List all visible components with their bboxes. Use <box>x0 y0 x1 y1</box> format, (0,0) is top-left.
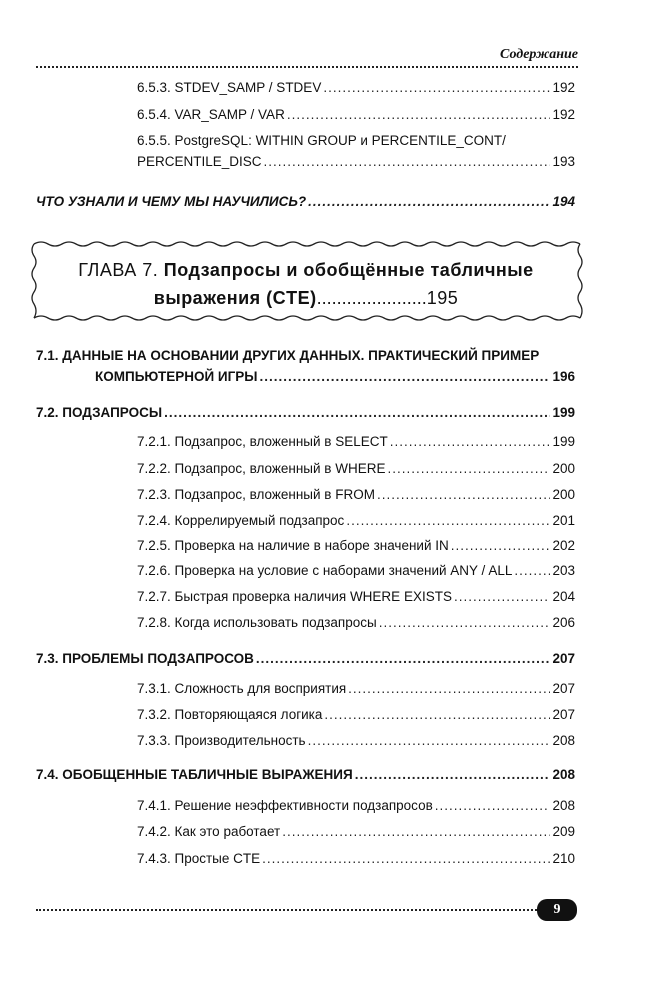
dot-leader <box>282 824 550 840</box>
toc-entry-label: 6.5.3. STDEV_SAMP / STDEV <box>137 80 322 95</box>
toc-section-7-3[interactable] <box>36 651 575 667</box>
dot-leader <box>262 851 550 867</box>
page-number-badge: 9 <box>537 899 577 921</box>
toc-entry-page: 203 <box>552 563 575 578</box>
dot-leader <box>355 767 551 783</box>
dot-leader <box>377 487 551 503</box>
toc-entry-label: ЧТО УЗНАЛИ И ЧЕМУ МЫ НАУЧИЛИСЬ? <box>36 194 307 209</box>
toc-entry-6-5-3[interactable] <box>137 80 575 96</box>
chapter-title-line2 <box>28 288 584 309</box>
toc-entry-7-2-7[interactable] <box>137 589 575 605</box>
toc-entry-label: 7.3. ПРОБЛЕМЫ ПОДЗАПРОСОВ <box>36 651 254 666</box>
dot-leader <box>454 589 551 605</box>
dot-leader <box>387 461 550 477</box>
toc-entry-page: 206 <box>552 615 575 630</box>
toc-entry-7-3-1[interactable] <box>137 681 575 697</box>
toc-entry-label: 7.2.4. Коррелируемый подзапрос <box>137 513 345 528</box>
toc-entry-page: 204 <box>552 589 575 604</box>
header-divider <box>36 66 578 68</box>
dot-leader <box>308 733 551 749</box>
toc-entry-label: 7.2.2. Подзапрос, вложенный в WHERE <box>137 461 386 476</box>
toc-entry-page: 194 <box>552 194 575 209</box>
dot-leader <box>260 369 551 385</box>
dot-leader <box>379 615 551 631</box>
toc-entry-label: 7.2.1. Подзапрос, вложенный в SELECT <box>137 434 388 449</box>
toc-entry-label: 7.3.1. Сложность для восприятия <box>137 681 347 696</box>
toc-entry-page: 199 <box>552 434 575 449</box>
toc-entry-6-5-5-line1[interactable]: 6.5.5. PostgreSQL: WITHIN GROUP и PERCENTILE_CONT/ <box>137 133 506 148</box>
dot-leader <box>348 681 550 697</box>
toc-entry-7-3-3[interactable] <box>137 733 575 749</box>
toc-entry-label: PERCENTILE_DISC <box>137 154 262 169</box>
toc-entry-label: 7.4.1. Решение неэффективности подзапросов <box>137 798 433 813</box>
toc-entry-label: 7.2.8. Когда использовать подзапросы <box>137 615 377 630</box>
toc-entry-label: 7.4. ОБОБЩЕННЫЕ ТАБЛИЧНЫЕ ВЫРАЖЕНИЯ <box>36 767 353 782</box>
dot-leader <box>435 798 551 814</box>
dot-leader <box>451 538 551 554</box>
toc-entry-7-2-3[interactable] <box>137 487 575 503</box>
chapter-title-cont: выражения (CTE) <box>153 288 317 308</box>
toc-entry-page: 209 <box>552 824 575 839</box>
chapter-heading-box[interactable] <box>28 240 584 322</box>
toc-entry-label: 7.2.3. Подзапрос, вложенный в FROM <box>137 487 375 502</box>
toc-entry-page: 199 <box>552 405 575 420</box>
toc-entry-label: 7.2.6. Проверка на условие с наборами значений ANY / ALL <box>137 563 513 578</box>
dot-leader <box>264 154 551 170</box>
chapter-title: Подзапросы и обобщённые табличные <box>163 260 534 280</box>
dot-leader <box>346 513 550 529</box>
toc-entry-7-2-8[interactable] <box>137 615 575 631</box>
toc-entry-7-4-1[interactable] <box>137 798 575 814</box>
dot-leader <box>390 434 551 450</box>
chapter-page: 195 <box>426 288 459 308</box>
toc-entry-page: 207 <box>552 651 575 666</box>
toc-entry-label: 7.2.7. Быстрая проверка наличия WHERE EXISTS <box>137 589 452 604</box>
toc-entry-7-4-2[interactable] <box>137 824 575 840</box>
toc-entry-6-5-5[interactable] <box>137 154 575 170</box>
toc-entry-summary[interactable] <box>36 194 575 210</box>
running-header: Содержание <box>500 47 578 62</box>
toc-entry-7-2-4[interactable] <box>137 513 575 529</box>
toc-entry-page: 208 <box>552 798 575 813</box>
dot-leader <box>164 405 550 421</box>
toc-entry-label: 7.3.2. Повторяющаяся логика <box>137 707 323 722</box>
dot-leader: ...................... <box>316 288 427 308</box>
dot-leader <box>256 651 551 667</box>
toc-entry-page: 208 <box>552 767 575 782</box>
toc-entry-6-5-4[interactable] <box>137 107 575 123</box>
toc-entry-7-2-5[interactable] <box>137 538 575 554</box>
toc-entry-7-3-2[interactable] <box>137 707 575 723</box>
toc-entry-page: 202 <box>552 538 575 553</box>
toc-entry-page: 207 <box>552 681 575 696</box>
chapter-title-line1 <box>28 260 584 281</box>
toc-entry-label: 7.2. ПОДЗАПРОСЫ <box>36 405 163 420</box>
dot-leader <box>323 80 550 96</box>
toc-section-7-1-line1[interactable]: 7.1. ДАННЫЕ НА ОСНОВАНИИ ДРУГИХ ДАННЫХ. ПРАКТИЧЕСКИЙ ПРИМЕР <box>36 348 540 363</box>
toc-entry-label: КОМПЬЮТЕРНОЙ ИГРЫ <box>95 369 258 384</box>
toc-entry-7-2-2[interactable] <box>137 461 575 477</box>
dot-leader <box>514 563 550 579</box>
toc-entry-page: 201 <box>552 513 575 528</box>
dot-leader <box>308 194 550 210</box>
footer-divider <box>36 909 537 911</box>
dot-leader <box>324 707 550 723</box>
toc-entry-7-2-6[interactable] <box>137 563 575 579</box>
toc-entry-page: 196 <box>552 369 575 384</box>
toc-entry-page: 207 <box>552 707 575 722</box>
toc-entry-label: 7.4.2. Как это работает <box>137 824 281 839</box>
toc-entry-page: 200 <box>552 461 575 476</box>
toc-entry-7-2-1[interactable] <box>137 434 575 450</box>
toc-entry-page: 210 <box>552 851 575 866</box>
toc-entry-page: 193 <box>552 154 575 169</box>
toc-entry-page: 192 <box>552 107 575 122</box>
toc-entry-page: 192 <box>552 80 575 95</box>
chapter-prefix: ГЛАВА 7. <box>78 260 159 280</box>
toc-entry-label: 7.4.3. Простые CTE <box>137 851 261 866</box>
toc-section-7-4[interactable] <box>36 767 575 783</box>
wavy-frame <box>28 240 584 322</box>
toc-entry-label: 7.3.3. Производительность <box>137 733 306 748</box>
toc-section-7-1[interactable] <box>95 369 575 385</box>
toc-entry-7-4-3[interactable] <box>137 851 575 867</box>
toc-entry-page: 208 <box>552 733 575 748</box>
toc-entry-label: 7.2.5. Проверка на наличие в наборе значений IN <box>137 538 449 553</box>
dot-leader <box>287 107 551 123</box>
toc-entry-label: 6.5.4. VAR_SAMP / VAR <box>137 107 285 122</box>
toc-entry-page: 200 <box>552 487 575 502</box>
toc-section-7-2[interactable] <box>36 405 575 421</box>
